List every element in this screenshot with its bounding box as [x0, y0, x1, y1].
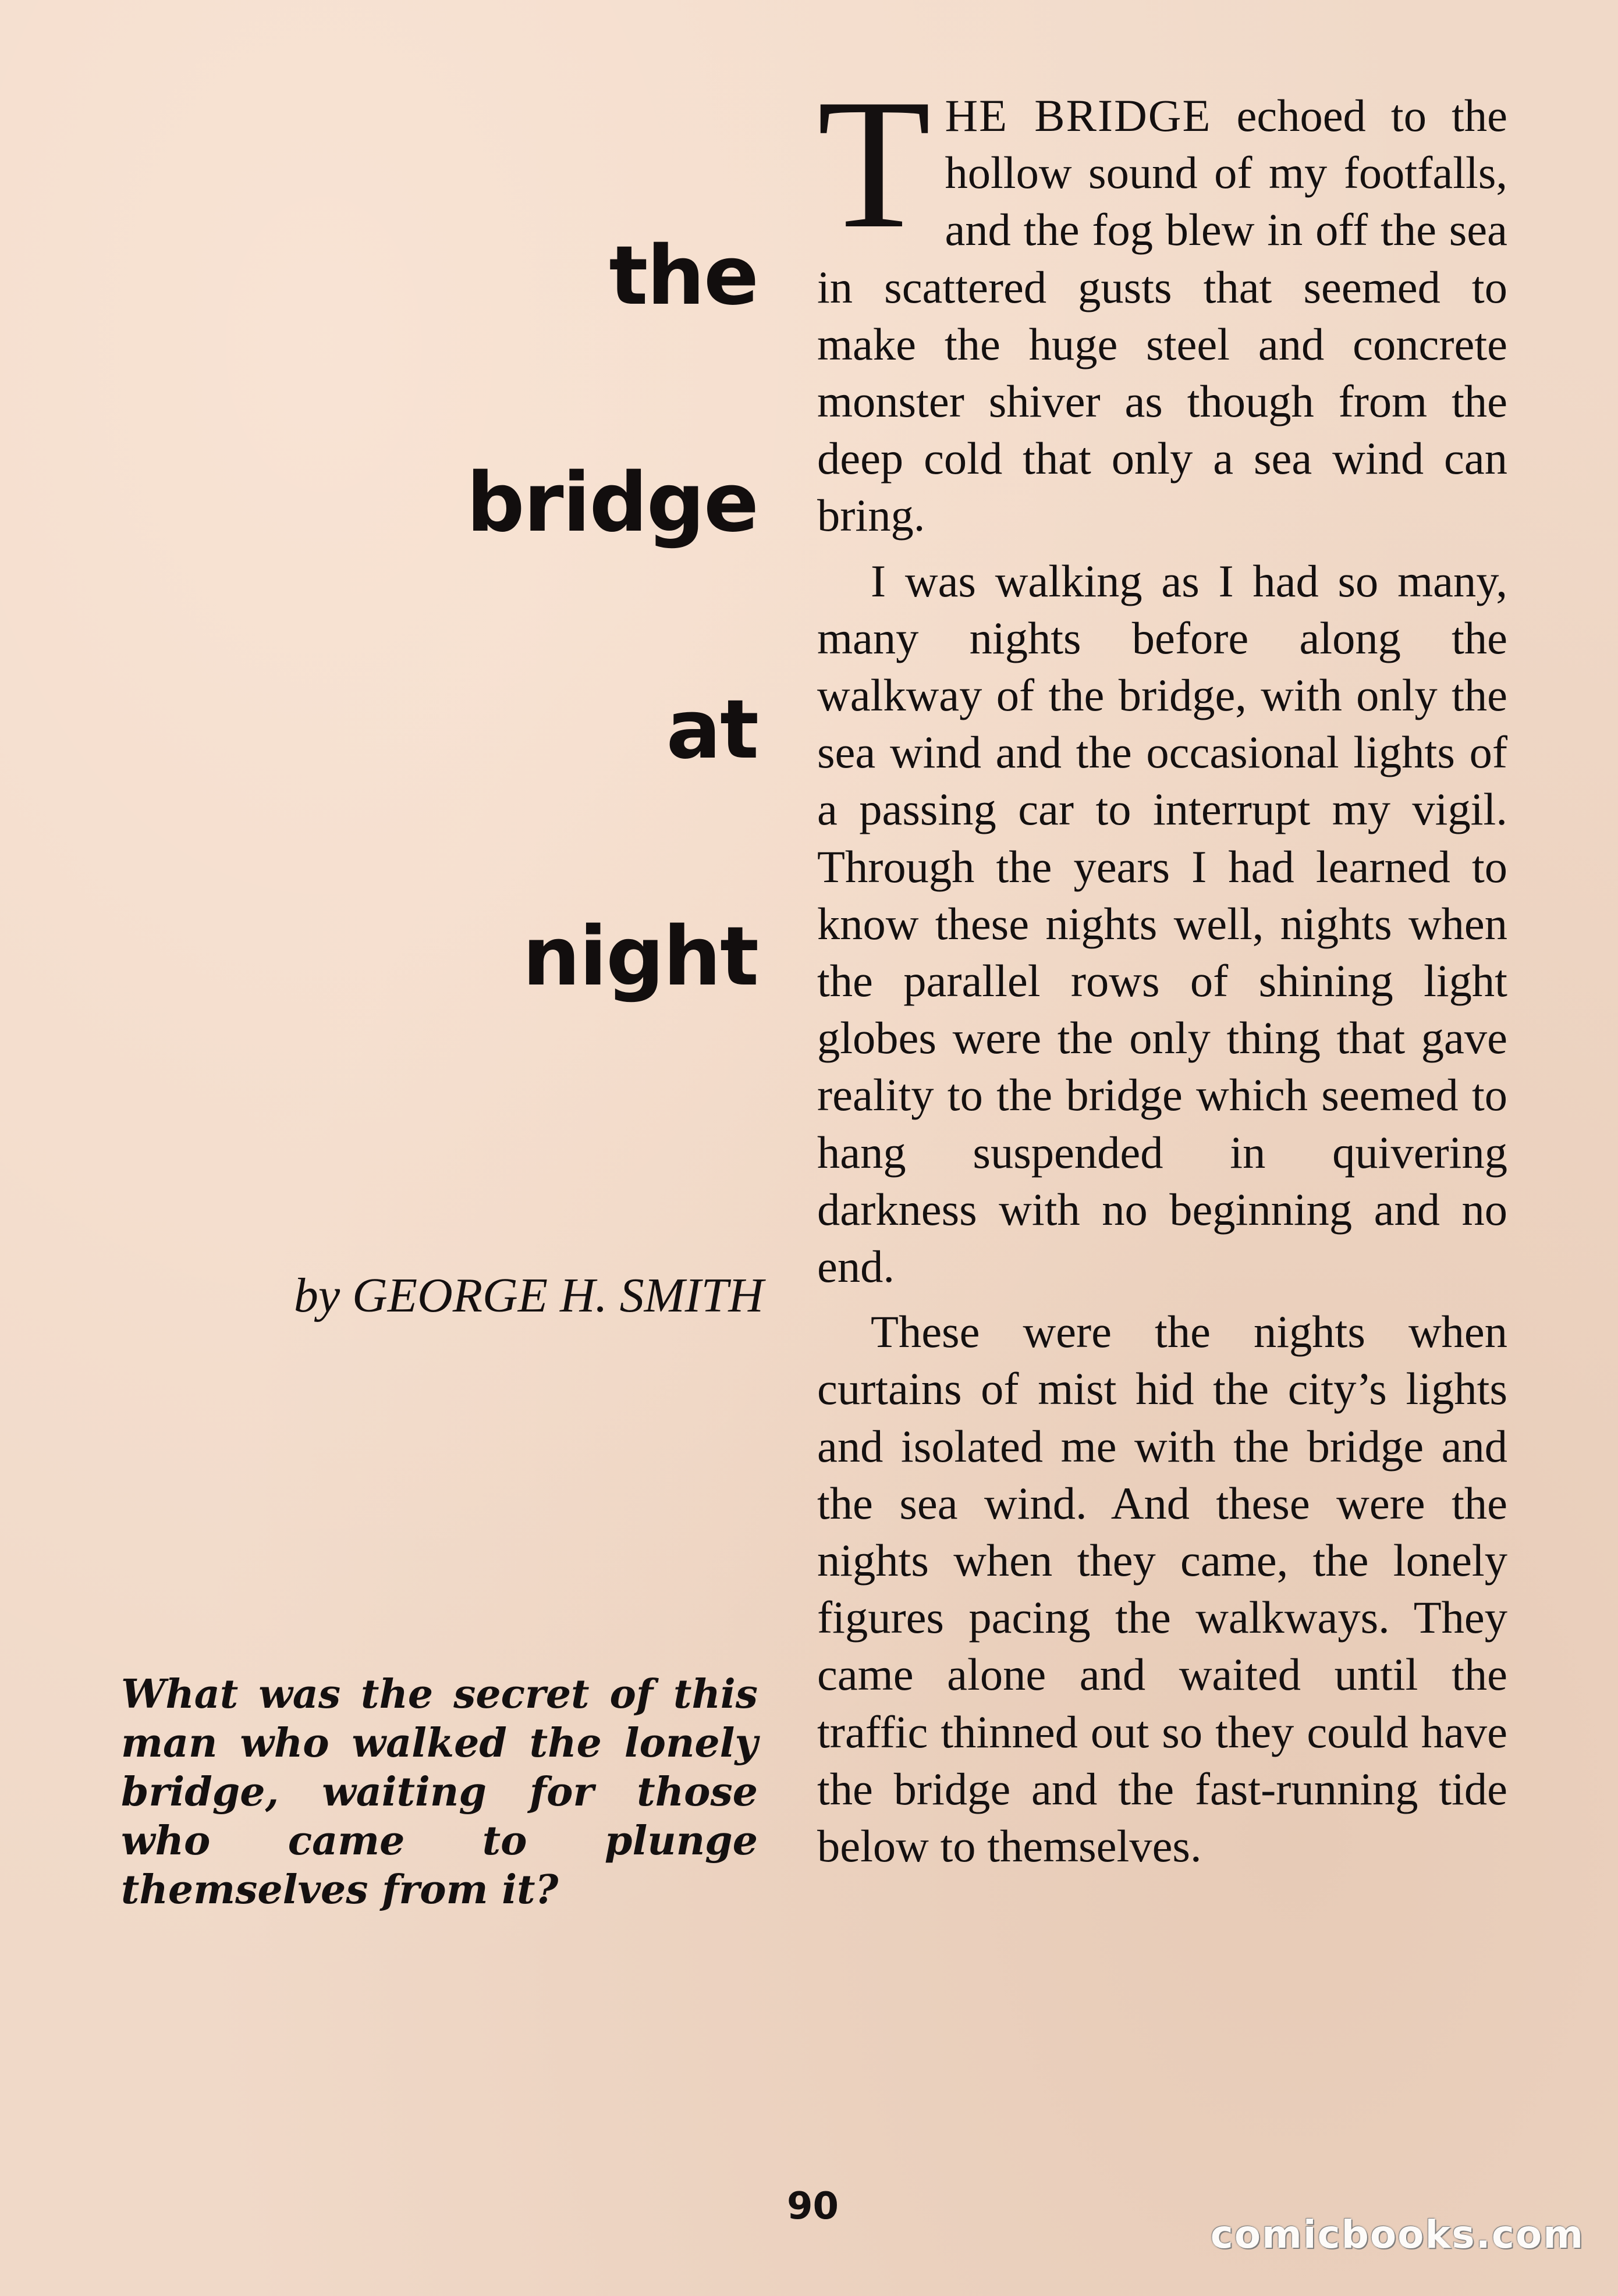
title-word-bridge: bridge — [466, 456, 758, 550]
author-byline: by GEORGE H. SMITH — [293, 1268, 764, 1323]
title-word-night: night — [522, 909, 758, 1004]
page-number: 90 — [787, 2185, 839, 2228]
story-paragraph-3: These were the nights when curtains of mist hid the city’s lights and isolated me with the bridge and the sea wind. And these were the nights when they came, the lonely figures pacing the walkways. They came alone and waited until the traffic thinned out so they could have the bridge and the fast-running tide below to themselves. — [817, 1306, 1507, 1872]
title-word-at: at — [666, 683, 758, 777]
story-paragraph-1 — [817, 61, 1507, 545]
drop-cap: T — [817, 61, 931, 267]
story-blurb: What was the secret of this man who walked the lonely bridge, waiting for those who came to plunge themselves from it? — [121, 1671, 758, 1913]
story-paragraph-2: I was walking as I had so many, many nights before along the walkway of the bridge, with only the sea wind and the occasional lights of a passing car to interrupt my vigil. Through the years I had learned to know these nights well, nights when the parallel rows of shining light globes were the only thing that gave reality to the bridge which seemed to hang suspended in quivering darkness with no beginning and no end. — [817, 555, 1507, 1292]
source-watermark: comicbooks.com — [1210, 2212, 1584, 2257]
opening-caps: HE BRIDGE — [945, 90, 1212, 141]
title-word-the: the — [609, 229, 758, 324]
story-text-column — [817, 61, 1507, 1875]
paragraph-1-text: echoed to the hollow sound of my footfalls, and the fog blew in off the sea in scattered gusts that seemed to make the huge steel and concrete monster shiver as though from the deep cold that only a sea wind can bring. — [817, 90, 1507, 541]
